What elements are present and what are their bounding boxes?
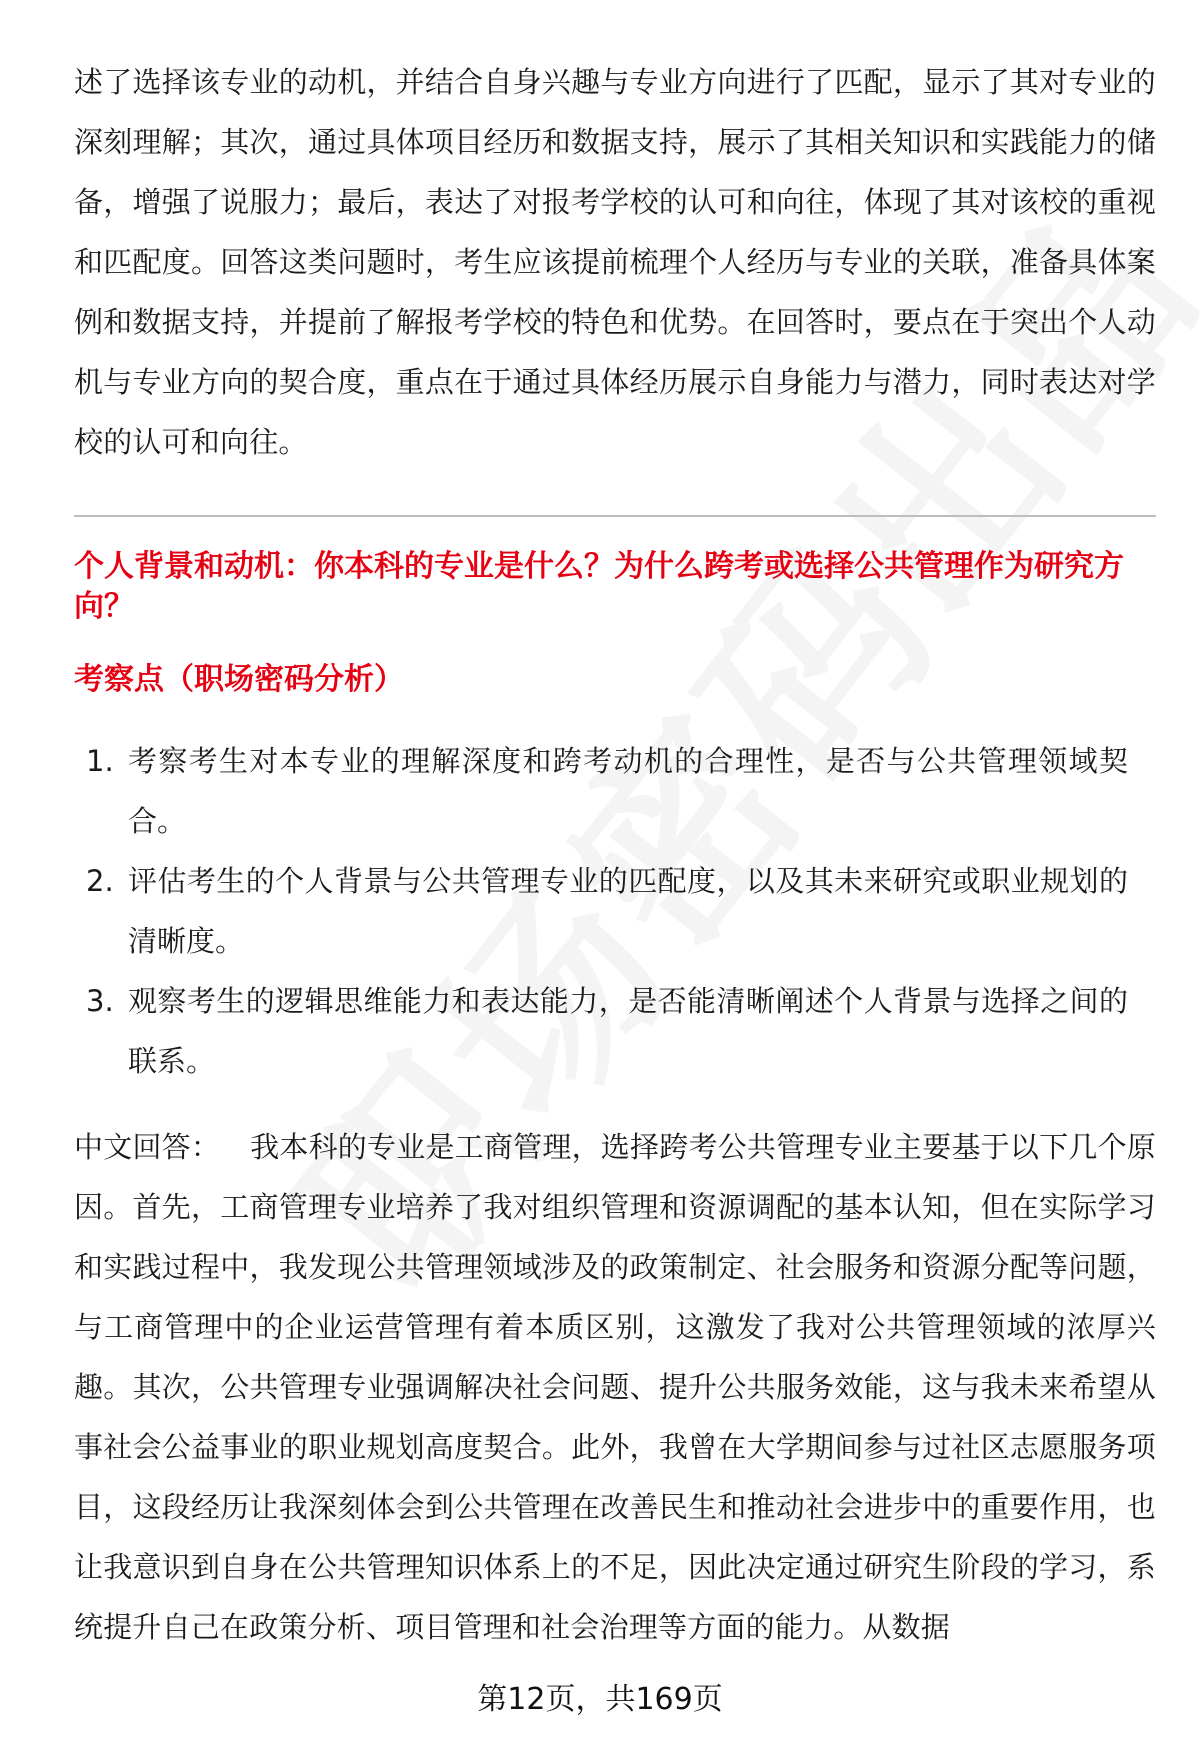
list-item-text: 评估考生的个人背景与公共管理专业的匹配度，以及其未来研究或职业规划的清晰度。 <box>128 864 1128 958</box>
answer-text: 我本科的专业是工商管理，选择跨考公共管理专业主要基于以下几个原因。首先，工商管理专业培养了我对组织管理和资源调配的基本认知，但在实际学习和实践过程中，我发现公共管理领域涉及的政策制定、社会服务和资源分配等问题，与工商管理中的企业运营管理有着本质区别，这激发了我对公共管理领域的浓厚兴趣。其次，公共管理专业强调解决社会问题、提升公共服务效能，这与我未来希望从事社会公益事业的职业规划高度契合。此外，我曾在大学期间参与过社区志愿服务项目，这段经历让我深刻体会到公共管理在改善民生和推动社会进步中的重要作用，也让我意识到自身在公共管理知识体系上的不足，因此决定通过研究生阶段的学习，系统提升自己在政策分析、项目管理和社会治理等方面的能力。从数据 <box>74 1130 1156 1644</box>
page-number: 第12页，共169页 <box>477 1682 723 1717</box>
list-item <box>74 731 1156 851</box>
section-divider <box>74 515 1156 517</box>
intro-paragraph: 述了选择该专业的动机，并结合自身兴趣与专业方向进行了匹配，显示了其对专业的深刻理解；其次，通过具体项目经历和数据支持，展示了其相关知识和实践能力的储备，增强了说服力；最后，表达了对报考学校的认可和向往，体现了其对该校的重视和匹配度。回答这类问题时，考生应该提前梳理个人经历与专业的关联，准备具体案例和数据支持，并提前了解报考学校的特色和优势。在回答时，要点在于突出个人动机与专业方向的契合度，重点在于通过具体经历展示自身能力与潜力，同时表达对学校的认可和向往。 <box>74 65 1156 459</box>
list-item <box>74 971 1156 1091</box>
answer-paragraph <box>74 1117 1156 1657</box>
question-heading: 个人背景和动机：你本科的专业是什么？为什么跨考或选择公共管理作为研究方向？ <box>74 549 1124 624</box>
list-item-text: 考察考生对本专业的理解深度和跨考动机的合理性，是否与公共管理领域契合。 <box>128 744 1128 838</box>
list-item-number: 3. <box>86 984 114 1018</box>
list-item-number: 2. <box>86 864 114 898</box>
section-title: 考察点（职场密码分析） <box>74 662 404 697</box>
answer-label: 中文回答： <box>74 1130 221 1164</box>
assessment-points-list <box>74 731 1156 1091</box>
list-item-text: 观察考生的逻辑思维能力和表达能力，是否能清晰阐述个人背景与选择之间的联系。 <box>128 984 1128 1078</box>
list-item <box>74 851 1156 971</box>
list-item-number: 1. <box>86 744 114 778</box>
